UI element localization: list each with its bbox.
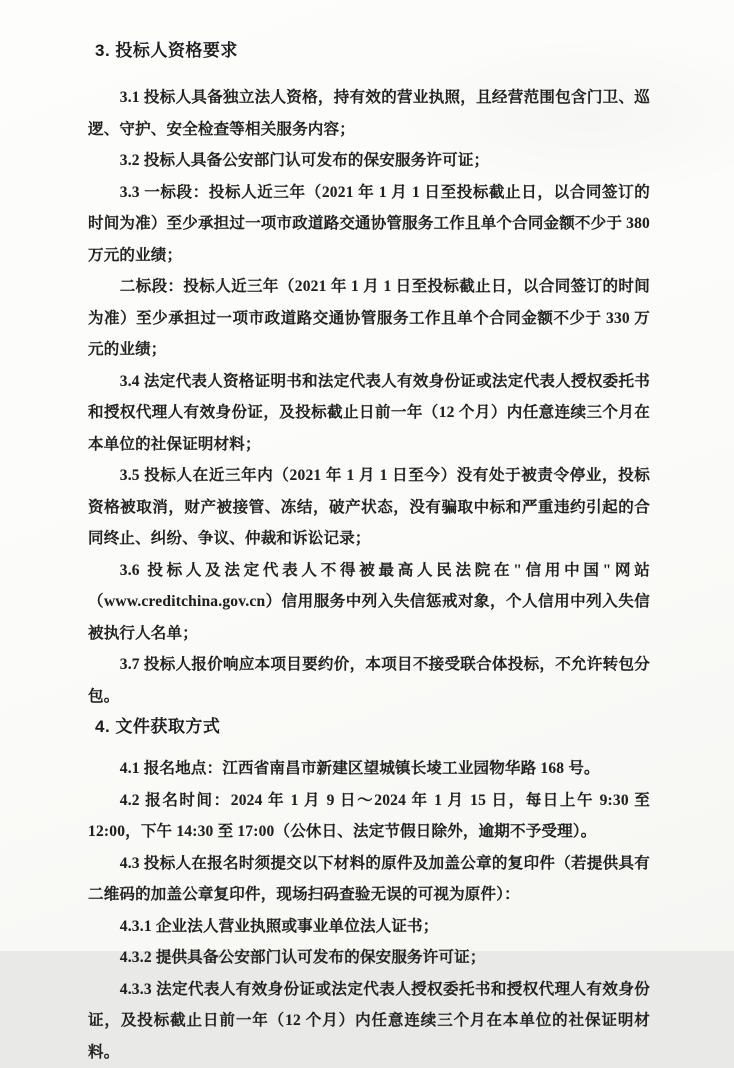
section-heading-3: 3. 投标人资格要求 <box>95 38 650 64</box>
para-3-3-lot-1: 3.3 一标段：投标人近三年（2021 年 1 月 1 日至投标截止日，以合同签订的时间为准）至少承担过一项市政道路交通协管服务工作且单个合同金额不少于 380 万元的业绩； <box>88 177 650 272</box>
para-4-2: 4.2 报名时间：2024 年 1 月 9 日～2024 年 1 月 15 日，每日上午 9:30 至 12:00，下午 14:30 至 17:00（公休日、法定节假日除外，逾期不予受理）。 <box>88 785 650 848</box>
para-3-1: 3.1 投标人具备独立法人资格，持有效的营业执照，且经营范围包含门卫、巡逻、守护、安全检查等相关服务内容； <box>88 82 650 145</box>
para-3-5: 3.5 投标人在近三年内（2021 年 1 月 1 日至今）没有处于被责令停业，投标资格被取消，财产被接管、冻结，破产状态，没有骗取中标和严重违约引起的合同终止、纠纷、争议、仲裁和诉讼记录； <box>88 460 650 555</box>
para-3-4: 3.4 法定代表人资格证明书和法定代表人有效身份证或法定代表人授权委托书和授权代理人有效身份证，及投标截止日前一年（12 个月）内任意连续三个月在本单位的社保证明材料； <box>88 366 650 461</box>
para-3-7: 3.7 投标人报价响应本项目要约价，本项目不接受联合体投标，不允许转包分包。 <box>88 649 650 712</box>
para-3-2: 3.2 投标人具备公安部门认可发布的保安服务许可证； <box>88 145 650 177</box>
section-document-acquisition <box>88 714 650 1068</box>
para-4-1: 4.1 报名地点：江西省南昌市新建区望城镇长堎工业园物华路 168 号。 <box>88 753 650 785</box>
para-3-6: 3.6 投标人及法定代表人不得被最高人民法院在"信用中国"网站（www.creditchina.gov.cn）信用服务中列入失信惩戒对象，个人信用中列入失信被执行人名单； <box>88 555 650 650</box>
section-bidder-qualifications <box>88 38 650 712</box>
section-heading-4: 4. 文件获取方式 <box>95 714 650 740</box>
para-4-3-3: 4.3.3 法定代表人有效身份证或法定代表人授权委托书和授权代理人有效身份证，及投标截止日前一年（12 个月）内任意连续三个月在本单位的社保证明材料。 <box>88 974 650 1068</box>
para-3-3-lot-2: 二标段：投标人近三年（2021 年 1 月 1 日至投标截止日，以合同签订的时间为准）至少承担过一项市政道路交通协管服务工作且单个合同金额不少于 330 万元的业绩； <box>88 271 650 366</box>
para-4-3: 4.3 投标人在报名时须提交以下材料的原件及加盖公章的复印件（若提供具有二维码的加盖公章复印件，现场扫码查验无误的可视为原件）： <box>88 848 650 911</box>
para-4-3-1: 4.3.1 企业法人营业执照或事业单位法人证书； <box>88 911 650 943</box>
para-4-3-2: 4.3.2 提供具备公安部门认可发布的保安服务许可证； <box>88 942 650 974</box>
